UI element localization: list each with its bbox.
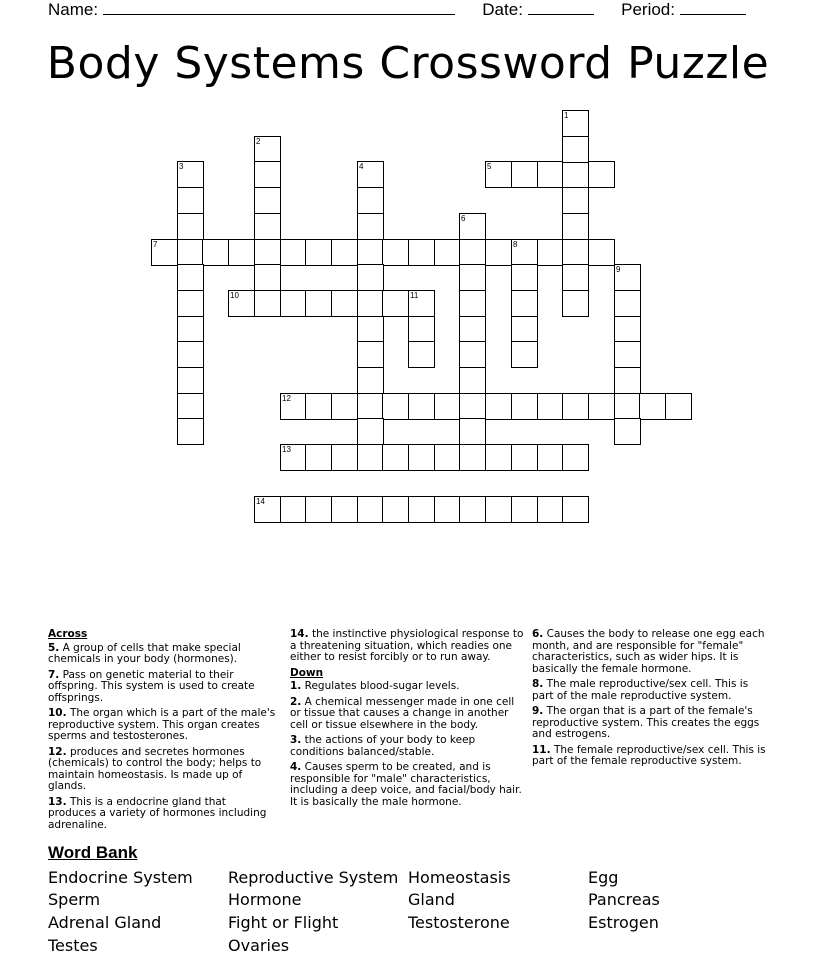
crossword-cell[interactable] [357,393,384,420]
clue-number: 7 [153,240,158,249]
across-heading: Across [48,628,88,640]
crossword-cell[interactable] [305,290,332,317]
clue-across-12: 12. produces and secretes hormones (chemicals) to control the body; helps to maintain homeostasis. Is made up of glands. [48,745,262,792]
crossword-cell[interactable] [485,239,512,266]
crossword-cell[interactable] [305,393,332,420]
crossword-cell[interactable] [408,496,435,523]
crossword-cell[interactable] [357,316,384,343]
crossword-cell[interactable] [382,393,409,420]
name-label: Name: [48,0,99,19]
clue-number: 14 [256,497,265,506]
crossword-cell[interactable] [434,444,461,471]
crossword-cell[interactable] [228,239,255,266]
crossword-cell[interactable] [254,187,281,214]
crossword-cell[interactable] [254,290,281,317]
word-bank-item: Estrogen [588,913,659,932]
crossword-cell[interactable] [177,290,204,317]
clue-down-8: 8. The male reproductive/sex cell. This is part of the male reproductive system. [532,678,749,702]
crossword-cell[interactable] [537,393,564,420]
clue-number: 12 [282,394,291,403]
crossword-cell[interactable] [459,290,486,317]
crossword-cell[interactable] [357,367,384,394]
clue-number: 13 [282,445,291,454]
clue-down-2: 2. A chemical messenger made in one cell or tissue that causes a change in another cell or tissue elsewhere in the body. [290,695,515,731]
clues-column-3 [532,629,770,772]
page-title: Body Systems Crossword Puzzle [46,38,770,89]
crossword-cell[interactable] [177,213,204,240]
word-bank-item: Pancreas [588,890,660,909]
clue-number: 3 [179,162,184,171]
crossword-cell[interactable] [459,444,486,471]
crossword-cell[interactable] [434,496,461,523]
clue-down-9: 9. The organ that is a part of the female's reproductive system. This creates the eggs and estrogens. [532,705,760,740]
crossword-cell[interactable] [562,444,589,471]
crossword-cell[interactable] [614,393,641,420]
clue-across-10: 10. The organ which is a part of the male's reproductive system. This organ creates sperms and testosterones. [48,707,276,742]
crossword-cell[interactable] [357,264,384,291]
clues-column-2 [290,629,526,812]
clue-across-13: 13. This is a endocrine gland that produces a variety of hormones including adrenaline. [48,795,267,831]
crossword-cell[interactable] [177,239,204,266]
crossword-cell[interactable] [331,496,358,523]
crossword-cell[interactable] [614,316,641,343]
crossword-cell[interactable] [177,367,204,394]
crossword-cell[interactable] [562,290,589,317]
word-bank-item: Reproductive System [228,868,399,887]
crossword-cell[interactable] [177,418,204,445]
word-bank-item: Testes [48,936,98,955]
clue-number: 10 [230,291,239,300]
crossword-cell[interactable] [537,161,564,188]
crossword-cell[interactable] [357,290,384,317]
clue-number: 5 [487,162,492,171]
clue-number: 8 [513,240,518,249]
crossword-cell[interactable] [357,418,384,445]
clue-number: 11 [410,291,419,300]
clue-number: 6 [461,214,466,223]
crossword-cell[interactable] [177,187,204,214]
crossword-cell[interactable] [562,264,589,291]
crossword-cell[interactable] [562,496,589,523]
word-bank-item: Homeostasis [408,868,511,887]
word-bank-item: Testosterone [408,913,510,932]
crossword-cell[interactable] [331,290,358,317]
crossword-cell[interactable] [588,161,615,188]
crossword-cell[interactable] [254,264,281,291]
crossword-cell[interactable] [357,444,384,471]
crossword-cell[interactable] [511,161,538,188]
clue-down-6: 6. Causes the body to release one egg each month, and are responsible for "female" characteristics, such as wider hips. It is basically the female hormone. [532,628,765,675]
crossword-cell[interactable] [382,496,409,523]
crossword-cell[interactable] [357,239,384,266]
crossword-cell[interactable] [459,316,486,343]
crossword-cell[interactable] [511,496,538,523]
crossword-cell[interactable] [408,444,435,471]
crossword-cell[interactable] [562,136,589,163]
word-bank-item: Ovaries [228,936,290,955]
crossword-cell[interactable] [511,316,538,343]
crossword-cell[interactable] [305,444,332,471]
crossword-cell[interactable] [614,341,641,368]
clue-across-5: 5. A group of cells that make special chemicals in your body (hormones). [48,641,241,665]
word-bank-item: Adrenal Gland [48,913,162,932]
crossword-cell[interactable] [562,239,589,266]
clue-down-1: 1. Regulates blood-sugar levels. [290,680,460,692]
word-bank-item: Hormone [228,890,302,909]
crossword-cell[interactable] [588,239,615,266]
crossword-cell[interactable] [459,264,486,291]
crossword-cell[interactable] [614,290,641,317]
word-bank-item: Sperm [48,890,101,909]
crossword-cell[interactable] [511,444,538,471]
crossword-cell[interactable] [305,496,332,523]
crossword-cell[interactable] [382,290,409,317]
clue-across-7: 7. Pass on genetic material to their offspring. This system is used to create offsprings. [48,668,255,704]
crossword-cell[interactable] [331,239,358,266]
crossword-cell[interactable] [357,341,384,368]
crossword-cell[interactable] [357,187,384,214]
crossword-cell[interactable] [408,316,435,343]
crossword-cell[interactable] [202,239,229,266]
crossword-cell[interactable] [614,418,641,445]
crossword-cell[interactable] [382,444,409,471]
clue-number: 1 [564,111,569,120]
crossword-cell[interactable] [331,393,358,420]
crossword-cell[interactable] [459,367,486,394]
crossword-cell[interactable] [177,264,204,291]
crossword-cell[interactable] [562,161,589,188]
clue-number: 9 [616,265,621,274]
word-bank-item: Gland [408,890,455,909]
crossword-cell[interactable] [511,341,538,368]
crossword-cell[interactable] [459,341,486,368]
crossword-cell[interactable] [408,393,435,420]
crossword-cell[interactable] [459,418,486,445]
crossword-cell[interactable] [511,264,538,291]
crossword-cell[interactable] [434,393,461,420]
crossword-cell[interactable] [562,393,589,420]
word-bank-item: Fight or Flight [228,913,339,932]
crossword-cell[interactable] [588,393,615,420]
crossword-cell[interactable] [280,290,307,317]
word-bank-title: Word Bank [48,843,138,862]
crossword-cell[interactable] [305,239,332,266]
crossword-cell[interactable] [254,213,281,240]
crossword-cell[interactable] [485,444,512,471]
clue-number: 2 [256,137,261,146]
crossword-cell[interactable] [331,444,358,471]
crossword-cell[interactable] [382,239,409,266]
crossword-cell[interactable] [485,393,512,420]
crossword-cell[interactable] [459,393,486,420]
down-heading: Down [290,666,324,679]
crossword-cell[interactable] [485,496,512,523]
crossword-cell[interactable] [537,444,564,471]
clues-column-1 [48,629,276,835]
crossword-cell[interactable] [408,239,435,266]
word-bank-item: Egg [588,868,619,887]
crossword-cell[interactable] [459,496,486,523]
crossword-cell[interactable] [408,341,435,368]
date-label: Date: [482,0,523,19]
clue-number: 4 [359,162,364,171]
crossword-cell[interactable] [537,496,564,523]
crossword-cell[interactable] [614,367,641,394]
crossword-cell[interactable] [177,316,204,343]
crossword-cell[interactable] [357,496,384,523]
crossword-cell[interactable] [254,161,281,188]
crossword-cell[interactable] [511,393,538,420]
crossword-cell[interactable] [459,239,486,266]
word-bank-item: Endocrine System [48,868,193,887]
crossword-cell[interactable] [665,393,692,420]
crossword-cell[interactable] [280,496,307,523]
crossword-cell[interactable] [639,393,666,420]
crossword-cell[interactable] [357,213,384,240]
crossword-cell[interactable] [254,239,281,266]
period-label: Period: [621,0,675,19]
crossword-cell[interactable] [537,239,564,266]
crossword-cell[interactable] [511,290,538,317]
crossword-cell[interactable] [177,393,204,420]
clue-down-11: 11. The female reproductive/sex cell. This is part of the female reproductive system. [532,743,766,767]
crossword-cell[interactable] [177,341,204,368]
crossword-cell[interactable] [434,239,461,266]
clue-down-4: 4. Causes sperm to be created, and is responsible for "male" characteristics, including a deep voice, and facial/body hair. It is basically the male hormone. [290,761,522,808]
clue-down-3: 3. the actions of your body to keep conditions balanced/stable. [290,734,476,758]
crossword-cell[interactable] [562,213,589,240]
crossword-cell[interactable] [280,239,307,266]
clue-across-14: 14. the instinctive physiological response to a threatening situation, which readies one either to resist forcibly or to run away. [290,628,524,663]
crossword-cell[interactable] [562,187,589,214]
